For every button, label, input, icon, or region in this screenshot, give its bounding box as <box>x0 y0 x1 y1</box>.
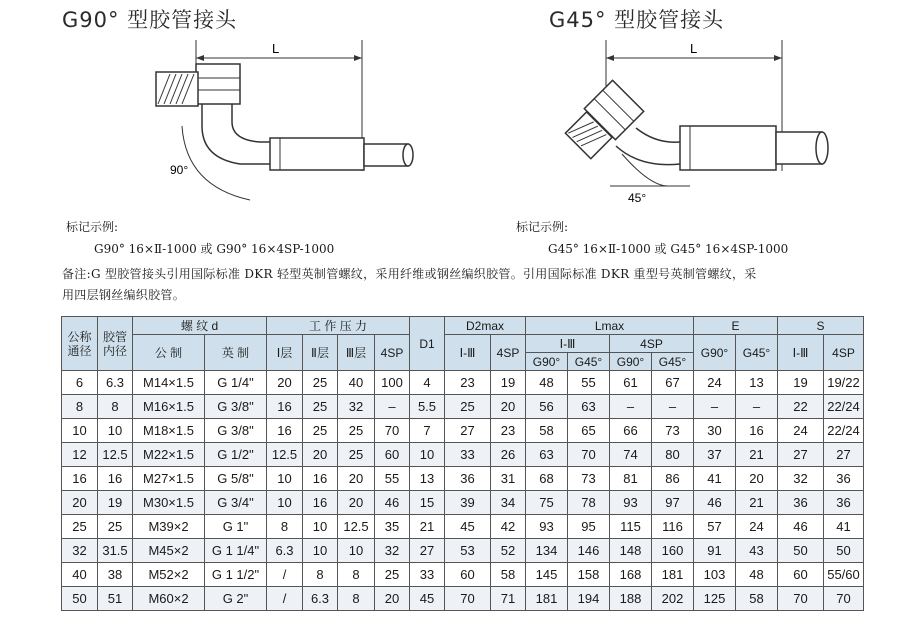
col-p1: Ⅰ层 <box>267 335 303 371</box>
g90-fitting-drawing <box>140 36 440 216</box>
table-cell: 27 <box>410 539 445 563</box>
table-cell: 36 <box>824 467 864 491</box>
table-cell: – <box>610 395 652 419</box>
table-cell: 55 <box>568 371 610 395</box>
table-cell: 145 <box>526 563 568 587</box>
table-cell: G 1 1/4" <box>205 539 267 563</box>
table-cell: 36 <box>445 467 491 491</box>
table-cell: 51 <box>98 587 133 611</box>
table-cell: 30 <box>694 419 736 443</box>
table-cell: G 1" <box>205 515 267 539</box>
table-cell: 46 <box>375 491 410 515</box>
table-cell: G 2" <box>205 587 267 611</box>
table-row <box>62 395 864 419</box>
table-cell: 63 <box>568 395 610 419</box>
table-cell: – <box>652 395 694 419</box>
table-cell: 16 <box>267 419 303 443</box>
table-cell: 66 <box>610 419 652 443</box>
table-cell: 97 <box>652 491 694 515</box>
table-cell: 73 <box>652 419 694 443</box>
table-cell: 12.5 <box>267 443 303 467</box>
spec-table-body <box>62 371 864 611</box>
col-e-g45: G45° <box>736 335 778 371</box>
table-cell: 34 <box>491 491 526 515</box>
table-cell: 25 <box>303 419 338 443</box>
table-row <box>62 419 864 443</box>
table-cell: 55 <box>375 467 410 491</box>
table-cell: 12.5 <box>338 515 375 539</box>
col-l-b: 4SP <box>610 335 694 353</box>
table-cell: 91 <box>694 539 736 563</box>
table-cell: 36 <box>824 491 864 515</box>
table-cell: 38 <box>98 563 133 587</box>
table-cell: 48 <box>736 563 778 587</box>
table-cell: 8 <box>98 395 133 419</box>
table-cell: – <box>694 395 736 419</box>
table-cell: 188 <box>610 587 652 611</box>
table-cell: M39×2 <box>133 515 205 539</box>
table-cell: 20 <box>491 395 526 419</box>
table-cell: 24 <box>694 371 736 395</box>
table-cell: 27 <box>824 443 864 467</box>
table-cell: M16×1.5 <box>133 395 205 419</box>
table-cell: 7 <box>410 419 445 443</box>
table-cell: 48 <box>526 371 568 395</box>
table-cell: 4 <box>410 371 445 395</box>
left-mark-label: 标记示例: <box>66 220 119 234</box>
table-cell: 57 <box>694 515 736 539</box>
table-cell: 58 <box>736 587 778 611</box>
table-cell: M45×2 <box>133 539 205 563</box>
table-cell: 6 <box>62 371 98 395</box>
col-s-b: 4SP <box>824 335 864 371</box>
table-cell: 194 <box>568 587 610 611</box>
table-cell: 16 <box>303 467 338 491</box>
table-cell: 25 <box>338 443 375 467</box>
table-cell: M22×1.5 <box>133 443 205 467</box>
col-l-g45-a: G45° <box>568 353 610 371</box>
table-cell: 20 <box>736 467 778 491</box>
table-cell: 74 <box>610 443 652 467</box>
table-cell: G 3/8" <box>205 419 267 443</box>
table-cell: 8 <box>338 563 375 587</box>
table-cell: 21 <box>736 491 778 515</box>
table-row <box>62 491 864 515</box>
table-cell: 19 <box>491 371 526 395</box>
table-cell: 16 <box>62 467 98 491</box>
note-line-1: 备注:G 型胶管接头引用国际标准 DKR 轻型英制管螺纹，采用纤维或钢丝编织胶管。引用国际标准 DKR 重型号英制管螺纹，采 <box>62 267 757 281</box>
table-cell: 103 <box>694 563 736 587</box>
table-cell: 78 <box>568 491 610 515</box>
table-cell: / <box>267 563 303 587</box>
table-cell: M60×2 <box>133 587 205 611</box>
table-cell: 70 <box>568 443 610 467</box>
table-cell: M52×2 <box>133 563 205 587</box>
col-l-g90-b: G90° <box>610 353 652 371</box>
table-cell: 70 <box>778 587 824 611</box>
table-cell: 31.5 <box>98 539 133 563</box>
table-cell: 10 <box>338 539 375 563</box>
table-row <box>62 539 864 563</box>
table-cell: 80 <box>652 443 694 467</box>
table-cell: 32 <box>338 395 375 419</box>
table-cell: G 3/4" <box>205 491 267 515</box>
col-e-g90: G90° <box>694 335 736 371</box>
col-e: E <box>694 317 778 335</box>
table-cell: – <box>736 395 778 419</box>
table-cell: 61 <box>610 371 652 395</box>
table-cell: 181 <box>652 563 694 587</box>
table-cell: 53 <box>445 539 491 563</box>
table-cell: 25 <box>303 371 338 395</box>
table-cell: 50 <box>778 539 824 563</box>
note-line-2: 用四层钢丝编织胶管。 <box>62 288 186 302</box>
table-cell: 73 <box>568 467 610 491</box>
table-cell: 20 <box>338 467 375 491</box>
table-cell: 45 <box>445 515 491 539</box>
col-s: S <box>778 317 864 335</box>
table-cell: 58 <box>491 563 526 587</box>
table-cell: 20 <box>62 491 98 515</box>
col-p2: Ⅱ层 <box>303 335 338 371</box>
table-cell: 55/60 <box>824 563 864 587</box>
col-s-a: Ⅰ-Ⅲ <box>778 335 824 371</box>
g45-fitting-drawing <box>540 36 850 216</box>
table-cell: 19/22 <box>824 371 864 395</box>
table-row <box>62 563 864 587</box>
table-cell: 146 <box>568 539 610 563</box>
table-cell: 12 <box>62 443 98 467</box>
table-cell: 10 <box>98 419 133 443</box>
table-cell: 70 <box>375 419 410 443</box>
table-cell: 31 <box>491 467 526 491</box>
table-cell: 70 <box>824 587 864 611</box>
col-d2-b: 4SP <box>491 335 526 371</box>
col-nominal: 公称 通径 <box>62 317 98 371</box>
table-cell: M30×1.5 <box>133 491 205 515</box>
col-l-g45-b: G45° <box>652 353 694 371</box>
table-cell: 125 <box>694 587 736 611</box>
table-cell: 71 <box>491 587 526 611</box>
table-cell: 148 <box>610 539 652 563</box>
table-cell: 25 <box>375 563 410 587</box>
table-cell: 39 <box>445 491 491 515</box>
table-row <box>62 467 864 491</box>
table-cell: 10 <box>267 467 303 491</box>
table-cell: 181 <box>526 587 568 611</box>
table-cell: 67 <box>652 371 694 395</box>
g45-dim-l: L <box>690 41 698 56</box>
col-pressure: 工 作 压 力 <box>267 317 410 335</box>
table-cell: 8 <box>338 587 375 611</box>
table-cell: 56 <box>526 395 568 419</box>
table-cell: 6.3 <box>267 539 303 563</box>
table-cell: 19 <box>778 371 824 395</box>
left-figure-title: G90° 型胶管接头 <box>62 8 238 32</box>
table-cell: 10 <box>303 539 338 563</box>
left-mark-example: G90° 16×Ⅱ-1000 或 G90° 16×4SP-1000 <box>94 242 335 256</box>
table-cell: 93 <box>526 515 568 539</box>
table-cell: 20 <box>375 587 410 611</box>
table-cell: 93 <box>610 491 652 515</box>
table-cell: 60 <box>445 563 491 587</box>
col-p4: 4SP <box>375 335 410 371</box>
table-cell: 8 <box>267 515 303 539</box>
table-cell: 12.5 <box>98 443 133 467</box>
table-cell: 40 <box>62 563 98 587</box>
table-row <box>62 587 864 611</box>
table-cell: 8 <box>62 395 98 419</box>
table-cell: 42 <box>491 515 526 539</box>
table-cell: 36 <box>778 491 824 515</box>
table-cell: 58 <box>526 419 568 443</box>
table-cell: 22 <box>778 395 824 419</box>
g90-angle-label: 90° <box>170 163 189 177</box>
table-cell: 50 <box>824 539 864 563</box>
table-cell: 5.5 <box>410 395 445 419</box>
table-cell: 6.3 <box>98 371 133 395</box>
table-cell: G 1 1/2" <box>205 563 267 587</box>
table-cell: M18×1.5 <box>133 419 205 443</box>
table-cell: 63 <box>526 443 568 467</box>
table-cell: 15 <box>410 491 445 515</box>
col-p3: Ⅲ层 <box>338 335 375 371</box>
table-row <box>62 443 864 467</box>
table-cell: 16 <box>267 395 303 419</box>
table-cell: 43 <box>736 539 778 563</box>
table-cell: 41 <box>694 467 736 491</box>
right-mark-label: 标记示例: <box>516 220 569 234</box>
table-cell: 20 <box>267 371 303 395</box>
table-cell: 25 <box>62 515 98 539</box>
table-cell: 60 <box>375 443 410 467</box>
table-cell: 35 <box>375 515 410 539</box>
col-l-g90-a: G90° <box>526 353 568 371</box>
table-cell: 33 <box>445 443 491 467</box>
table-cell: 25 <box>303 395 338 419</box>
table-cell: 50 <box>62 587 98 611</box>
table-cell: 13 <box>736 371 778 395</box>
table-cell: 100 <box>375 371 410 395</box>
table-cell: 6.3 <box>303 587 338 611</box>
table-cell: 13 <box>410 467 445 491</box>
table-cell: 16 <box>98 467 133 491</box>
table-cell: 27 <box>778 443 824 467</box>
col-l-a: Ⅰ-Ⅲ <box>526 335 610 353</box>
table-cell: 24 <box>778 419 824 443</box>
table-cell: 116 <box>652 515 694 539</box>
table-cell: 22/24 <box>824 395 864 419</box>
table-cell: 168 <box>610 563 652 587</box>
col-lmax: Lmax <box>526 317 694 335</box>
table-cell: G 1/2" <box>205 443 267 467</box>
table-cell: 60 <box>778 563 824 587</box>
table-cell: 16 <box>303 491 338 515</box>
col-d1: D1 <box>410 317 445 371</box>
table-cell: 23 <box>445 371 491 395</box>
col-thread: 螺 纹 d <box>133 317 267 335</box>
table-cell: 52 <box>491 539 526 563</box>
table-cell: G 1/4" <box>205 371 267 395</box>
table-cell: 75 <box>526 491 568 515</box>
table-cell: 21 <box>736 443 778 467</box>
table-cell: 45 <box>410 587 445 611</box>
table-cell: 46 <box>778 515 824 539</box>
table-cell: 65 <box>568 419 610 443</box>
table-cell: 23 <box>491 419 526 443</box>
spec-table <box>61 316 864 611</box>
table-cell: 32 <box>62 539 98 563</box>
table-cell: 33 <box>410 563 445 587</box>
col-imperial: 英 制 <box>205 335 267 371</box>
table-cell: 26 <box>491 443 526 467</box>
table-cell: 115 <box>610 515 652 539</box>
table-cell: 158 <box>568 563 610 587</box>
table-cell: 160 <box>652 539 694 563</box>
table-cell: 37 <box>694 443 736 467</box>
col-d2max: D2max <box>445 317 526 335</box>
note <box>62 264 884 306</box>
table-cell: 40 <box>338 371 375 395</box>
table-row <box>62 371 864 395</box>
table-cell: 21 <box>410 515 445 539</box>
table-cell: 134 <box>526 539 568 563</box>
table-cell: – <box>375 395 410 419</box>
col-d2-a: Ⅰ-Ⅲ <box>445 335 491 371</box>
table-cell: / <box>267 587 303 611</box>
col-metric: 公 制 <box>133 335 205 371</box>
table-cell: 10 <box>62 419 98 443</box>
table-cell: 68 <box>526 467 568 491</box>
table-cell: 202 <box>652 587 694 611</box>
table-cell: 32 <box>778 467 824 491</box>
table-cell: 32 <box>375 539 410 563</box>
table-cell: 70 <box>445 587 491 611</box>
right-figure-title: G45° 型胶管接头 <box>549 8 725 32</box>
col-hose-id: 胶管 内径 <box>98 317 133 371</box>
right-mark-example: G45° 16×Ⅱ-1000 或 G45° 16×4SP-1000 <box>548 242 789 256</box>
table-cell: 25 <box>338 419 375 443</box>
table-cell: M14×1.5 <box>133 371 205 395</box>
table-cell: M27×1.5 <box>133 467 205 491</box>
table-cell: 81 <box>610 467 652 491</box>
table-cell: 10 <box>410 443 445 467</box>
table-cell: 25 <box>445 395 491 419</box>
table-cell: 95 <box>568 515 610 539</box>
table-cell: 46 <box>694 491 736 515</box>
table-cell: 86 <box>652 467 694 491</box>
table-cell: 27 <box>445 419 491 443</box>
table-cell: 24 <box>736 515 778 539</box>
table-cell: G 5/8" <box>205 467 267 491</box>
table-cell: 19 <box>98 491 133 515</box>
table-cell: 20 <box>303 443 338 467</box>
g90-dim-l: L <box>272 41 280 56</box>
table-cell: G 3/8" <box>205 395 267 419</box>
table-cell: 8 <box>303 563 338 587</box>
table-cell: 16 <box>736 419 778 443</box>
table-cell: 10 <box>267 491 303 515</box>
table-cell: 25 <box>98 515 133 539</box>
table-cell: 22/24 <box>824 419 864 443</box>
table-row <box>62 515 864 539</box>
table-cell: 41 <box>824 515 864 539</box>
g45-angle-label: 45° <box>628 191 647 205</box>
table-cell: 10 <box>303 515 338 539</box>
table-cell: 20 <box>338 491 375 515</box>
